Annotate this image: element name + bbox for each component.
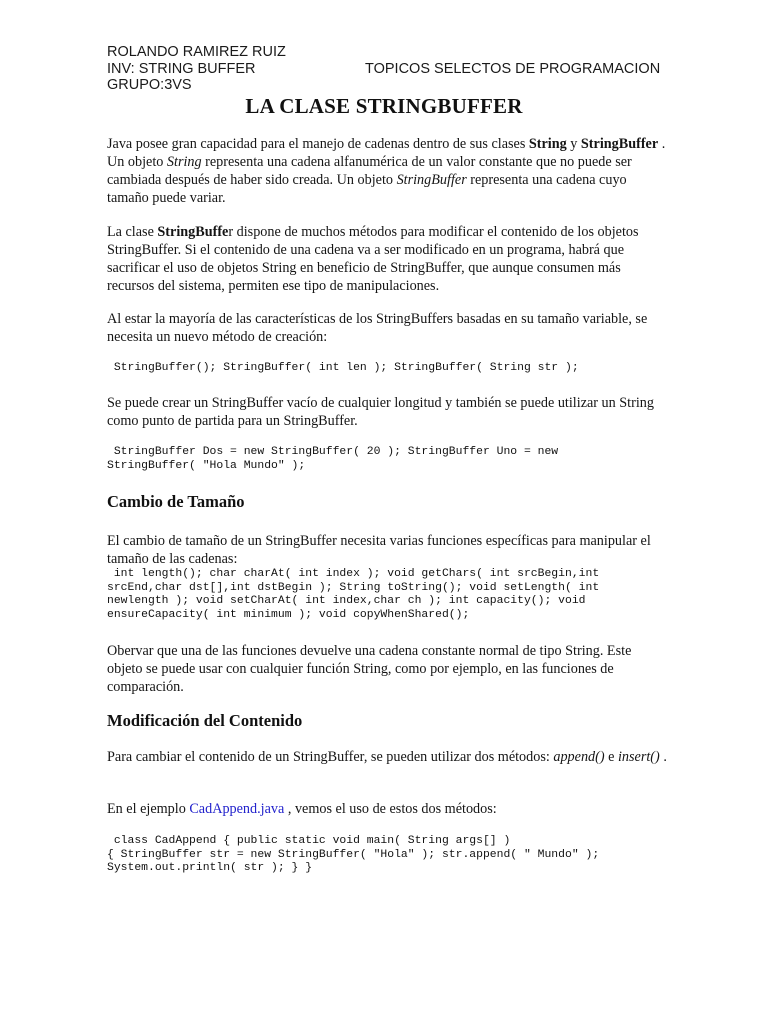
example-code-1: StringBuffer Dos = new StringBuffer( 20 ); StringBuffer Uno = new StringBuffer( "Hola Mundo" ); [107, 446, 559, 472]
stringbuffer-paragraph: La clase StringBuffer dispone de muchos métodos para modificar el contenido de los objetos StringBuffer. Si el contenido de una cadena va a ser modificado en un programa, habrá que sacrificar el uso de objetos String en beneficio de StringBuffer, que aunque consumen más recursos del sistema, permiten ese tipo de manipulaciones. [107, 224, 639, 294]
author-name: ROLANDO RAMIREZ RUIZ [107, 44, 286, 60]
creation-paragraph: Al estar la mayoría de las características de los StringBuffers basadas en su tamaño variable, se necesita un nuevo método de creación: [107, 311, 648, 345]
intro-paragraph: Java posee gran capacidad para el manejo de cadenas dentro de sus clases String y StringBuffer . Un objeto String representa una cadena alfanumérica de un valor constante que no puede ser cambiada después de haber sido creada. Un objeto StringBuffer representa una cadena cuyo tamaño puede variar. [107, 136, 666, 206]
observation-paragraph: Obervar que una de las funciones devuelve una cadena constante normal de tipo String. Este objeto se puede usar con cualquier función String, como por ejemplo, en las funciones de comparación. [107, 643, 632, 695]
example-code-2: class CadAppend { public static void main( String args[] ) { StringBuffer str = new StringBuffer( "Hola" ); str.append( " Mundo" ); System.out.println( str ); } } [107, 835, 600, 874]
cadappend-link[interactable]: CadAppend.java [189, 801, 285, 817]
constructors-code: StringBuffer(); StringBuffer( int len ); StringBuffer( String str ); [107, 362, 579, 374]
resize-paragraph: El cambio de tamaño de un StringBuffer necesita varias funciones específicas para manipular el tamaño de las cadenas: [107, 533, 651, 567]
resize-functions-code: int length(); char charAt( int index ); void getChars( int srcBegin,int srcEnd,char dst[],int dstBegin ); String toString(); void setLength( int newlength ); void setCharAt( int index,char ch ); int capacity(); void ensureCapacity( int minimum ); void copyWhenShared(); [107, 568, 600, 621]
section-heading-resize: Cambio de Tamaño [107, 492, 245, 511]
course-name: TOPICOS SELECTOS DE PROGRAMACION [365, 61, 661, 77]
investigation-topic: INV: STRING BUFFER [107, 61, 256, 77]
example-paragraph: En el ejemplo CadAppend.java , vemos el uso de estos dos métodos: [107, 801, 497, 817]
modify-paragraph: Para cambiar el contenido de un StringBuffer, se pueden utilizar dos métodos: append() e insert() . [107, 749, 667, 765]
group-label: GRUPO:3VS [107, 77, 192, 93]
section-heading-modify: Modificación del Contenido [107, 711, 303, 730]
empty-buffer-paragraph: Se puede crear un StringBuffer vacío de cualquier longitud y también se puede utilizar un String como punto de partida para un StringBuffer. [107, 395, 654, 429]
page-title: LA CLASE STRINGBUFFER [245, 94, 523, 118]
